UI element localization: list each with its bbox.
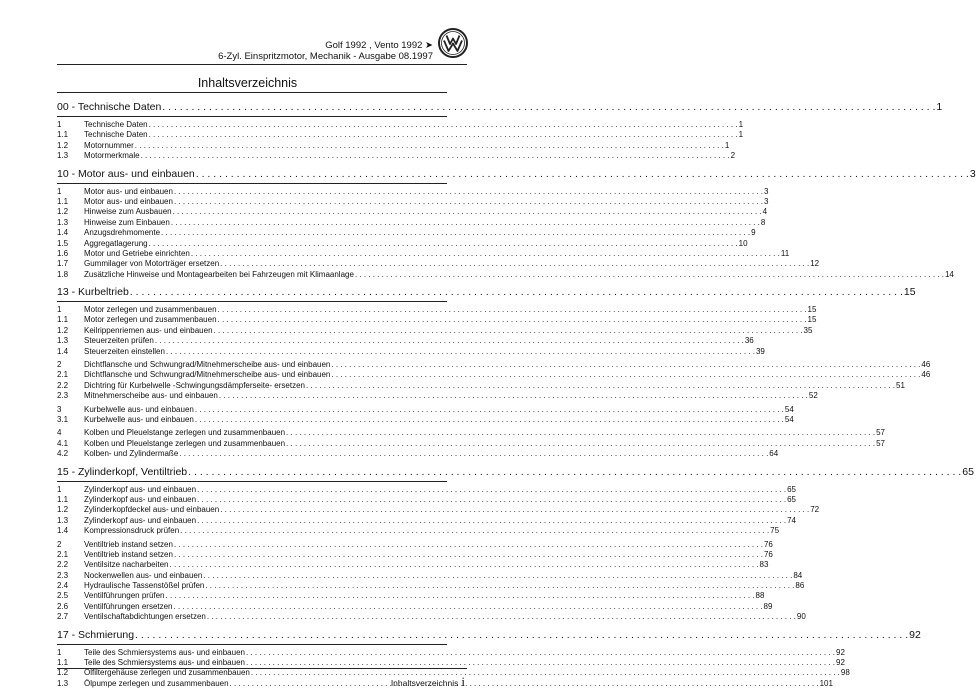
- entry-title: Ventiltrieb instand setzen: [84, 539, 173, 549]
- entry-number: 1.6: [57, 248, 69, 258]
- entry-number: 1.3: [57, 151, 69, 161]
- entry-number: 1.3: [57, 217, 69, 227]
- dot-leader: [135, 141, 724, 151]
- entry-title: Zylinderkopf aus- und einbauen: [84, 494, 197, 504]
- entry-title: Motor aus- und einbauen: [84, 196, 173, 206]
- entry-title: Dichtflansche und Schwungrad/Mitnehmerscheibe aus- und einbauen: [84, 360, 331, 370]
- dot-leader: [197, 495, 786, 505]
- dot-leader: [220, 259, 809, 269]
- dot-leader: [218, 305, 807, 315]
- toc-chapter-link[interactable]: [57, 628, 921, 642]
- toc-entry-link[interactable]: [57, 305, 817, 315]
- toc-entry-link[interactable]: [57, 140, 730, 151]
- toc-entry-link[interactable]: [57, 438, 885, 449]
- entry-page-number: 88: [755, 591, 765, 601]
- toc-entry-link[interactable]: [57, 678, 833, 689]
- dot-leader: [207, 612, 796, 622]
- entry-page-number: 89: [763, 601, 773, 611]
- chapter-title: 13 - Kurbeltrieb: [57, 286, 129, 299]
- toc-entry-link[interactable]: [57, 315, 817, 325]
- dot-leader: [180, 526, 769, 536]
- entry-number: 1.1: [57, 196, 69, 206]
- entry-title: Motor aus- und einbauen: [84, 186, 173, 196]
- entry-title: Kolben- und Zylindermaße: [84, 449, 179, 459]
- toc-entry-link[interactable]: [57, 325, 813, 336]
- entry-page-number: 4: [762, 207, 768, 217]
- dot-leader: [203, 571, 792, 581]
- entry-page-number: 10: [738, 238, 748, 248]
- header-manual-subtitle: 6-Zyl. Einspritzmotor, Mechanik - Ausgabe 08.1997: [218, 51, 433, 62]
- page-footer: [391, 674, 465, 690]
- toc-entry-link[interactable]: [57, 370, 931, 380]
- toc-entry-link[interactable]: [57, 612, 806, 622]
- entry-title: Steuerzeiten prüfen: [84, 336, 154, 346]
- dot-leader: [149, 130, 738, 140]
- entry-page-number: 46: [921, 360, 931, 370]
- entry-number: 4.1: [57, 438, 69, 448]
- dot-leader: [197, 516, 786, 526]
- entry-number: 2.4: [57, 581, 69, 591]
- toc-entry-link[interactable]: [57, 414, 794, 425]
- toc-entry-link[interactable]: [57, 526, 780, 536]
- entry-number: 1: [57, 305, 62, 315]
- entry-page-number: 11: [780, 248, 790, 258]
- entry-title: Zusätzliche Hinweise und Montagearbeiten bei Fahrzeugen mit Klimaanlage: [84, 269, 354, 279]
- dot-leader: [246, 648, 835, 658]
- toc-entry-link[interactable]: [57, 207, 768, 217]
- toc-entry-link[interactable]: [57, 428, 885, 438]
- chapter-page-number: 1: [936, 101, 943, 113]
- toc-entry-link[interactable]: [57, 228, 756, 238]
- entry-number: 2.1: [57, 370, 69, 380]
- toc-entry-link[interactable]: [57, 668, 850, 678]
- entry-title: Kompressionsdruck prüfen: [84, 526, 180, 536]
- entry-title: Steuerzeiten einstellen: [84, 346, 165, 356]
- entry-page-number: 51: [896, 380, 905, 390]
- toc-entry-link[interactable]: [57, 601, 773, 612]
- dot-leader: [355, 270, 944, 280]
- entry-number: 1.3: [57, 515, 69, 525]
- dot-leader: [214, 326, 803, 336]
- toc-entry-link[interactable]: [57, 380, 905, 391]
- dot-leader: [196, 168, 969, 181]
- entry-title: Teile des Schmiersystems aus- und einbauen: [84, 658, 245, 668]
- dot-leader: [197, 485, 786, 495]
- entry-page-number: 64: [769, 449, 779, 459]
- entry-title: Motor und Getriebe einrichten: [84, 248, 190, 258]
- toc-entry-link[interactable]: [57, 360, 931, 370]
- entry-page-number: 101: [819, 678, 833, 688]
- toc-entry-link[interactable]: [57, 336, 754, 346]
- entry-number: 1.2: [57, 325, 69, 335]
- toc-entry-link[interactable]: [57, 560, 769, 570]
- entry-number: 2.2: [57, 380, 69, 390]
- dot-leader: [170, 560, 759, 570]
- entry-title: Hydraulische Tassenstößel prüfen: [84, 581, 205, 591]
- chapter-page-number: 15: [903, 286, 916, 299]
- toc-entry-link[interactable]: [57, 449, 779, 459]
- entry-number: 2.3: [57, 570, 69, 580]
- dot-leader: [174, 540, 763, 550]
- chapter-title: 15 - Zylinderkopf, Ventiltrieb: [57, 465, 188, 478]
- entry-title: Hinweise zum Einbauen: [84, 217, 170, 227]
- footer-page-number: i: [461, 674, 465, 689]
- entry-page-number: 76: [763, 549, 773, 559]
- toc-section: [57, 101, 943, 162]
- entry-page-number: 65: [787, 494, 796, 504]
- entry-page-number: 3: [763, 186, 769, 196]
- chapter-rule: [57, 116, 447, 117]
- dot-leader: [174, 602, 763, 612]
- entry-number: 2.5: [57, 591, 69, 601]
- entry-page-number: 84: [793, 570, 803, 580]
- entry-title: Ventiltrieb instand setzen: [84, 549, 173, 559]
- page-header: [0, 0, 495, 62]
- entry-page-number: 65: [787, 484, 796, 494]
- entry-title: Technische Daten: [84, 120, 148, 129]
- vw-logo-icon: [438, 28, 468, 58]
- toc-entry-link[interactable]: [57, 515, 796, 526]
- dot-leader: [218, 315, 807, 325]
- entry-page-number: 12: [810, 259, 820, 269]
- dot-leader: [246, 658, 835, 668]
- dot-leader: [286, 439, 875, 449]
- footer-label: Inhaltsverzeichnis: [390, 678, 459, 688]
- toc-entry-link[interactable]: [57, 346, 765, 357]
- chapter-page-number: 92: [909, 628, 921, 641]
- entry-page-number: 8: [760, 217, 766, 227]
- dot-leader: [174, 187, 763, 197]
- dot-leader: [141, 151, 730, 161]
- toc-entry-link[interactable]: [57, 404, 794, 415]
- dot-leader: [195, 405, 784, 415]
- toc-entry-link[interactable]: [57, 494, 796, 505]
- entry-title: Hinweise zum Ausbauen: [84, 207, 172, 217]
- toc-section: [57, 628, 921, 690]
- entry-number: 1.5: [57, 238, 69, 248]
- entry-page-number: 2: [730, 151, 736, 161]
- chapter-rule: [57, 183, 447, 184]
- entry-title: Kolben und Pleuelstange zerlegen und zusammenbauen: [84, 428, 286, 438]
- toc-entry-link[interactable]: [57, 570, 803, 581]
- entry-page-number: 98: [840, 668, 850, 678]
- entry-number: 1.2: [57, 505, 69, 515]
- header-rule: [57, 64, 467, 65]
- entry-number: 4: [57, 428, 62, 438]
- toc-entry-link[interactable]: [57, 248, 790, 259]
- entry-page-number: 9: [751, 228, 756, 238]
- entry-page-number: 57: [876, 438, 885, 448]
- entry-title: Kolben und Pleuelstange zerlegen und zusammenbauen: [84, 438, 286, 448]
- chapter-title: 10 - Motor aus- und einbauen: [57, 167, 195, 180]
- toc-entry-link[interactable]: [57, 539, 773, 550]
- entry-title: Aggregatlagerung: [84, 238, 148, 248]
- dot-leader: [149, 239, 738, 249]
- toc-entry-link[interactable]: [57, 269, 954, 280]
- entry-number: 1.3: [57, 336, 69, 346]
- toc-entry-link[interactable]: [57, 259, 820, 269]
- toc-entry-link[interactable]: [57, 217, 766, 228]
- table-of-contents: [57, 96, 976, 689]
- entry-number: 2.6: [57, 601, 69, 611]
- chapter-title: 00 - Technische Daten: [57, 101, 162, 113]
- entry-number: 1.2: [57, 668, 69, 678]
- dot-leader: [331, 370, 920, 380]
- entry-title: Motor zerlegen und zusammenbauen: [84, 315, 217, 325]
- dot-leader: [230, 679, 819, 689]
- entry-page-number: 54: [784, 414, 794, 424]
- entry-number: 3: [57, 404, 62, 414]
- entry-page-number: 75: [770, 526, 780, 536]
- entry-title: Ventilführungen prüfen: [84, 591, 165, 601]
- entry-title: Ölfiltergehäuse zerlegen und zusammenbauen: [84, 668, 250, 678]
- dot-leader: [251, 668, 840, 678]
- entry-title: Gummilager von Motorträger ersetzen: [84, 259, 220, 269]
- dot-leader: [220, 505, 809, 515]
- chapter-rule: [57, 644, 447, 645]
- entry-number: 1.1: [57, 494, 69, 504]
- toc-section: [57, 167, 976, 281]
- chapter-rule: [57, 301, 447, 302]
- entry-title: Kurbelwelle aus- und einbauen: [84, 414, 194, 424]
- entry-number: 2: [57, 360, 62, 370]
- dot-leader: [166, 591, 755, 601]
- entry-page-number: 3: [763, 196, 769, 206]
- entry-number: 1.4: [57, 228, 69, 238]
- chapter-title: 17 - Schmierung: [57, 628, 135, 641]
- entry-page-number: 52: [808, 391, 818, 401]
- toc-entry-link[interactable]: [57, 151, 736, 161]
- entry-title: Teile des Schmiersystems aus- und einbauen: [84, 647, 245, 657]
- entry-number: 1.1: [57, 658, 69, 668]
- dot-leader: [166, 347, 755, 357]
- entry-number: 1.7: [57, 259, 69, 269]
- chapter-rule: [57, 481, 447, 482]
- entry-number: 2.1: [57, 549, 69, 559]
- toc-entry-link[interactable]: [57, 120, 744, 130]
- entry-number: 1.2: [57, 207, 69, 217]
- toc-section: [57, 286, 931, 459]
- dot-leader: [219, 391, 808, 401]
- entry-number: 1: [57, 186, 62, 196]
- entry-number: 1.4: [57, 526, 69, 536]
- entry-title: Dichtflansche und Schwungrad/Mitnehmerscheibe aus- und einbauen: [84, 370, 331, 380]
- entry-title: Keilrippenriemen aus- und einbauen: [84, 325, 213, 335]
- entry-page-number: 15: [807, 315, 817, 325]
- entry-title: Motor zerlegen und zusammenbauen: [84, 305, 217, 315]
- toc-chapter-link[interactable]: [57, 465, 974, 479]
- dot-leader: [171, 218, 760, 228]
- entry-title: Kurbelwelle aus- und einbauen: [84, 404, 194, 414]
- entry-page-number: 39: [755, 346, 765, 356]
- footer-rule: [57, 668, 467, 669]
- toc-entry-link[interactable]: [57, 484, 796, 495]
- entry-number: 2.2: [57, 560, 69, 570]
- dot-leader: [162, 101, 935, 114]
- entry-title: Zylinderkopfdeckel aus- und einbauen: [84, 505, 220, 515]
- entry-title: Ölpumpe zerlegen und zusammenbauen: [84, 678, 229, 688]
- entry-number: 1: [57, 484, 62, 494]
- entry-page-number: 14: [944, 269, 954, 279]
- entry-number: 1.4: [57, 346, 69, 356]
- toc-chapter-link[interactable]: [57, 101, 943, 114]
- entry-title: Anzugsdrehmomente: [84, 228, 161, 238]
- entry-number: 1.3: [57, 678, 69, 688]
- chapter-page-number: 3: [969, 167, 976, 180]
- entry-number: 1.2: [57, 140, 69, 150]
- entry-page-number: 92: [836, 658, 845, 668]
- entry-title: Ventilschaftabdichtungen ersetzen: [84, 612, 206, 622]
- entry-page-number: 1: [724, 140, 730, 150]
- dot-leader: [174, 197, 763, 207]
- entry-number: 1.8: [57, 269, 69, 279]
- dot-leader: [188, 466, 961, 479]
- entry-title: Zylinderkopf aus- und einbauen: [84, 515, 197, 525]
- entry-number: 2.3: [57, 391, 69, 401]
- entry-page-number: 35: [803, 325, 813, 335]
- entry-page-number: 86: [795, 581, 805, 591]
- entry-title: Motormerkmale: [84, 151, 140, 161]
- entry-number: 4.2: [57, 449, 69, 459]
- entry-page-number: 46: [921, 370, 931, 380]
- dot-leader: [195, 415, 784, 425]
- dot-leader: [155, 336, 744, 346]
- dot-leader: [173, 207, 762, 217]
- chapter-page-number: 65: [962, 465, 974, 478]
- entry-title: Ventilführungen ersetzen: [84, 601, 173, 611]
- entry-title: Zylinderkopf aus- und einbauen: [84, 484, 197, 494]
- toc-chapter-link[interactable]: [57, 286, 916, 299]
- entry-page-number: 54: [784, 404, 794, 414]
- entry-page-number: 72: [810, 505, 820, 515]
- entry-page-number: 76: [763, 539, 773, 549]
- dot-leader: [286, 428, 875, 438]
- entry-page-number: 15: [807, 305, 817, 315]
- dot-leader: [149, 120, 738, 130]
- toc-entry-link[interactable]: [57, 549, 773, 560]
- toc-chapter-link[interactable]: [57, 167, 976, 181]
- entry-number: 2: [57, 539, 62, 549]
- toc-entry-link[interactable]: [57, 391, 818, 401]
- toc-section: [57, 465, 974, 623]
- entry-page-number: 74: [787, 515, 796, 525]
- entry-page-number: 36: [744, 336, 754, 346]
- dot-leader: [331, 360, 920, 370]
- header-vehicle-models: Golf 1992 , Vento 1992 ➤: [325, 40, 433, 51]
- toc-entry-link[interactable]: [57, 238, 748, 249]
- toc-entry-link[interactable]: [57, 130, 744, 140]
- entry-title: Mitnehmerscheibe aus- und einbauen: [84, 391, 218, 401]
- toc-entry-link[interactable]: [57, 186, 769, 197]
- dot-leader: [174, 550, 763, 560]
- entry-number: 3.1: [57, 414, 69, 424]
- entry-page-number: 57: [876, 428, 885, 438]
- toc-entry-link[interactable]: [57, 581, 805, 591]
- entry-number: 1: [57, 647, 62, 657]
- entry-title: Technische Daten: [84, 130, 148, 140]
- entry-number: 1.1: [57, 315, 69, 325]
- dot-leader: [179, 449, 768, 459]
- entry-page-number: 92: [836, 647, 845, 657]
- entry-page-number: 1: [738, 120, 744, 129]
- page-title: Inhaltsverzeichnis: [197, 76, 298, 90]
- entry-number: 1: [57, 120, 62, 129]
- dot-leader: [161, 228, 750, 238]
- entry-page-number: 90: [796, 612, 806, 622]
- entry-number: 1.1: [57, 130, 69, 140]
- entry-number: 2.7: [57, 612, 69, 622]
- toc-entry-link[interactable]: [57, 647, 845, 658]
- entry-title: Motornummer: [84, 140, 134, 150]
- dot-leader: [130, 286, 903, 299]
- dot-leader: [205, 581, 794, 591]
- dot-leader: [191, 249, 780, 259]
- toc-entry-link[interactable]: [57, 196, 769, 207]
- toc-entry-link[interactable]: [57, 505, 820, 515]
- dot-leader: [306, 381, 895, 391]
- entry-title: Nockenwellen aus- und einbauen: [84, 570, 203, 580]
- entry-title: Dichtring für Kurbelwelle -Schwingungsdämpferseite- ersetzen: [84, 380, 305, 390]
- entry-page-number: 83: [759, 560, 769, 570]
- entry-title: Ventilsitze nacharbeiten: [84, 560, 169, 570]
- title-rule: [57, 92, 447, 93]
- toc-entry-link[interactable]: [57, 658, 845, 668]
- toc-entry-link[interactable]: [57, 591, 765, 601]
- dot-leader: [135, 629, 908, 642]
- entry-page-number: 1: [738, 130, 744, 140]
